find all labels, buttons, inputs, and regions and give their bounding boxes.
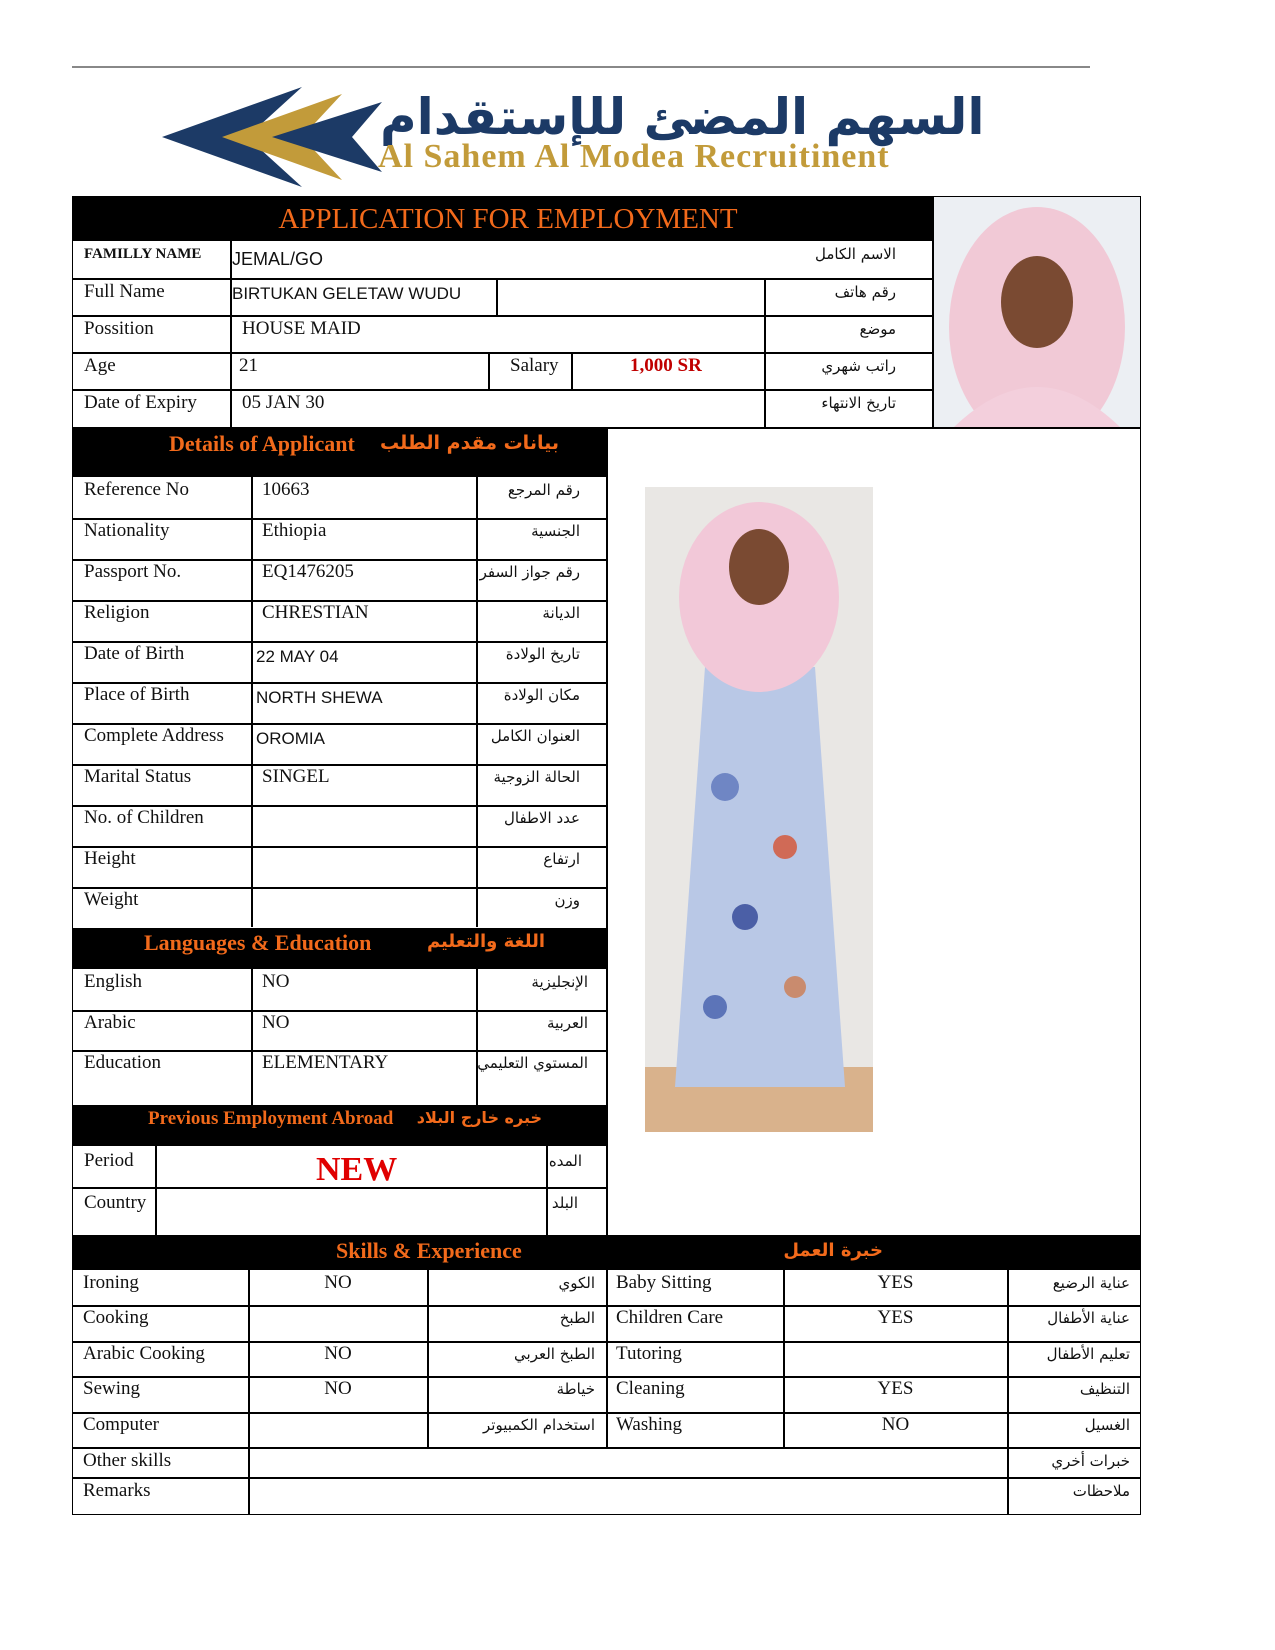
logo-english-name: Al Sahem Al Modea Recruitinent — [378, 138, 890, 175]
age-label: Age — [84, 355, 116, 376]
skill-label: Washing — [616, 1414, 683, 1435]
skill-label: Computer — [83, 1414, 159, 1435]
other-skills-label-ar: خبرات أخري — [1051, 1452, 1130, 1470]
banner-top-rule — [72, 66, 1090, 68]
detail-value: EQ1476205 — [262, 561, 354, 582]
new-status: NEW — [316, 1151, 398, 1188]
full-name-label: Full Name — [84, 281, 165, 302]
skill-label-ar: الكوي — [558, 1274, 595, 1292]
detail-value: OROMIA — [256, 729, 325, 748]
expiry-value: 05 JAN 30 — [242, 392, 325, 413]
languages-title-en: Languages & Education — [144, 930, 372, 955]
skill-value: NO — [881, 1414, 910, 1435]
skill-label-ar: الطبخ — [559, 1309, 595, 1327]
language-label-ar: العربية — [547, 1014, 588, 1032]
language-label: Arabic — [84, 1012, 136, 1033]
skill-label-ar: خياطة — [556, 1380, 595, 1398]
skill-value: NO — [324, 1378, 352, 1399]
languages-col-1 — [251, 969, 253, 1105]
family-name-value: JEMAL/GO — [232, 249, 324, 269]
detail-value: CHRESTIAN — [262, 602, 369, 623]
skill-value: YES — [877, 1307, 914, 1328]
detail-label: Complete Address — [84, 725, 224, 746]
detail-label: Passport No. — [84, 561, 182, 582]
language-label-ar: المستوي التعليمي — [477, 1054, 588, 1072]
phone-label-ar: رقم هاتف — [834, 283, 896, 301]
skill-label-ar: استخدام الكمبيوتر — [483, 1416, 595, 1434]
language-value: ELEMENTARY — [262, 1052, 389, 1073]
skill-label-ar: التنظيف — [1079, 1380, 1130, 1398]
language-label-ar: الإنجليزية — [531, 973, 588, 991]
language-label: Education — [84, 1052, 162, 1073]
detail-label: Nationality — [84, 520, 170, 541]
detail-label: Place of Birth — [84, 684, 190, 705]
skill-value: YES — [877, 1272, 914, 1293]
skill-label-ar: عناية الأطفال — [1047, 1309, 1130, 1327]
header-rule-4 — [73, 389, 933, 391]
header-col-phone — [496, 278, 498, 315]
detail-label-ar: وزن — [554, 891, 580, 909]
detail-label: Religion — [84, 602, 150, 623]
detail-label-ar: ارتفاع — [543, 850, 580, 868]
detail-label-ar: الحالة الزوجية — [493, 768, 580, 786]
portrait-photo — [934, 197, 1140, 427]
header-rule-1 — [73, 278, 933, 280]
position-value: HOUSE MAID — [242, 318, 361, 339]
detail-value: SINGEL — [262, 766, 330, 787]
language-label: English — [84, 971, 143, 992]
detail-label-ar: الجنسية — [531, 522, 580, 540]
skills-header-bar — [73, 1236, 1141, 1270]
skills-title-ar: خبرة العمل — [783, 1240, 883, 1261]
full-body-photo — [645, 487, 873, 1132]
skill-value: YES — [877, 1378, 914, 1399]
family-name-label: FAMILLY NAME — [84, 246, 202, 262]
detail-label: Date of Birth — [84, 643, 185, 664]
skill-label-ar: الطبخ العربي — [514, 1345, 595, 1363]
language-value: NO — [262, 971, 290, 992]
detail-label-ar: عدد الاطفال — [504, 809, 580, 827]
detail-label-ar: العنوان الكامل — [490, 727, 580, 745]
skill-label-ar: تعليم الأطفال — [1046, 1345, 1130, 1363]
previous-title-en: Previous Employment Abroad — [148, 1108, 394, 1129]
details-title-en: Details of Applicant — [169, 431, 355, 456]
header-rule-2 — [73, 315, 933, 317]
details-col-1 — [251, 477, 253, 927]
detail-label: Height — [84, 848, 136, 869]
skill-label: Cooking — [83, 1307, 149, 1328]
details-title-ar: بيانات مقدم الطلب — [380, 432, 559, 454]
language-value: NO — [262, 1012, 290, 1033]
detail-label-ar: الديانة — [542, 604, 580, 622]
skill-label: Tutoring — [616, 1343, 682, 1364]
other-skills-label: Other skills — [83, 1450, 172, 1471]
expiry-label-ar: تاريخ الانتهاء — [821, 394, 896, 412]
detail-label: No. of Children — [84, 807, 204, 828]
country-label: Country — [84, 1192, 147, 1213]
detail-value: NORTH SHEWA — [256, 688, 383, 707]
period-label-ar: المده — [548, 1152, 582, 1170]
detail-label: Reference No — [84, 479, 189, 500]
details-col-2 — [476, 477, 478, 927]
header-rule-3 — [73, 352, 933, 354]
header-col-salary-b — [571, 352, 573, 389]
skill-label: Cleaning — [616, 1378, 685, 1399]
previous-col-1 — [155, 1146, 157, 1236]
skills-rule-remarks — [73, 1477, 1141, 1479]
skill-label: Arabic Cooking — [83, 1343, 205, 1364]
skills-row-rule — [73, 1341, 1141, 1343]
detail-label: Weight — [84, 889, 139, 910]
skill-label: Baby Sitting — [616, 1272, 712, 1293]
country-label-ar: البلد — [551, 1194, 578, 1212]
logo-arabic-name: السهم المضئ للإستقدام — [380, 88, 985, 146]
detail-value: 10663 — [262, 479, 310, 500]
skill-value: NO — [324, 1343, 352, 1364]
expiry-label: Date of Expiry — [84, 392, 197, 413]
skill-value: NO — [324, 1272, 352, 1293]
detail-value: Ethiopia — [262, 520, 327, 541]
detail-label-ar: مكان الولادة — [503, 686, 580, 704]
detail-label-ar: رقم جواز السفر — [479, 563, 580, 581]
position-label: Possition — [84, 318, 154, 339]
skill-label: Sewing — [83, 1378, 140, 1399]
full-body-figure-icon — [645, 487, 873, 1132]
skills-col-2 — [427, 1270, 429, 1447]
age-value: 21 — [239, 355, 258, 376]
family-name-label-ar: الاسم الكامل — [814, 245, 896, 263]
form-title: APPLICATION FOR EMPLOYMENT — [278, 203, 738, 235]
header-col-ar — [764, 278, 766, 428]
languages-title-ar: اللغة والتعليم — [426, 931, 545, 952]
skills-col-3 — [606, 1270, 608, 1447]
remarks-label: Remarks — [83, 1480, 151, 1501]
skills-rule-other — [73, 1447, 1141, 1449]
period-label: Period — [84, 1150, 134, 1171]
monthly-salary-label-ar: راتب شهري — [821, 357, 896, 375]
salary-value: 1,000 SR — [630, 355, 702, 376]
position-label-ar: موضع — [859, 320, 896, 338]
detail-label-ar: رقم المرجع — [507, 481, 580, 499]
portrait-figure-icon — [934, 197, 1140, 427]
previous-title-ar: خبره خارج البلاد — [416, 1108, 542, 1127]
arrow-logo-icon — [152, 82, 392, 192]
salary-label: Salary — [510, 355, 559, 376]
detail-label: Marital Status — [84, 766, 192, 787]
detail-value: 22 MAY 04 — [256, 647, 339, 666]
skills-title-en: Skills & Experience — [336, 1238, 522, 1263]
full-name-value: BIRTUKAN GELETAW WUDU — [232, 284, 462, 303]
detail-label-ar: تاريخ الولادة — [505, 645, 580, 663]
remarks-label-ar: ملاحظات — [1072, 1482, 1130, 1500]
skill-label-ar: عناية الرضيع — [1052, 1274, 1130, 1292]
skill-label: Children Care — [616, 1307, 724, 1328]
skill-label-ar: الغسيل — [1084, 1416, 1130, 1434]
header-col-salary-a — [488, 352, 490, 389]
skill-label: Ironing — [83, 1272, 139, 1293]
